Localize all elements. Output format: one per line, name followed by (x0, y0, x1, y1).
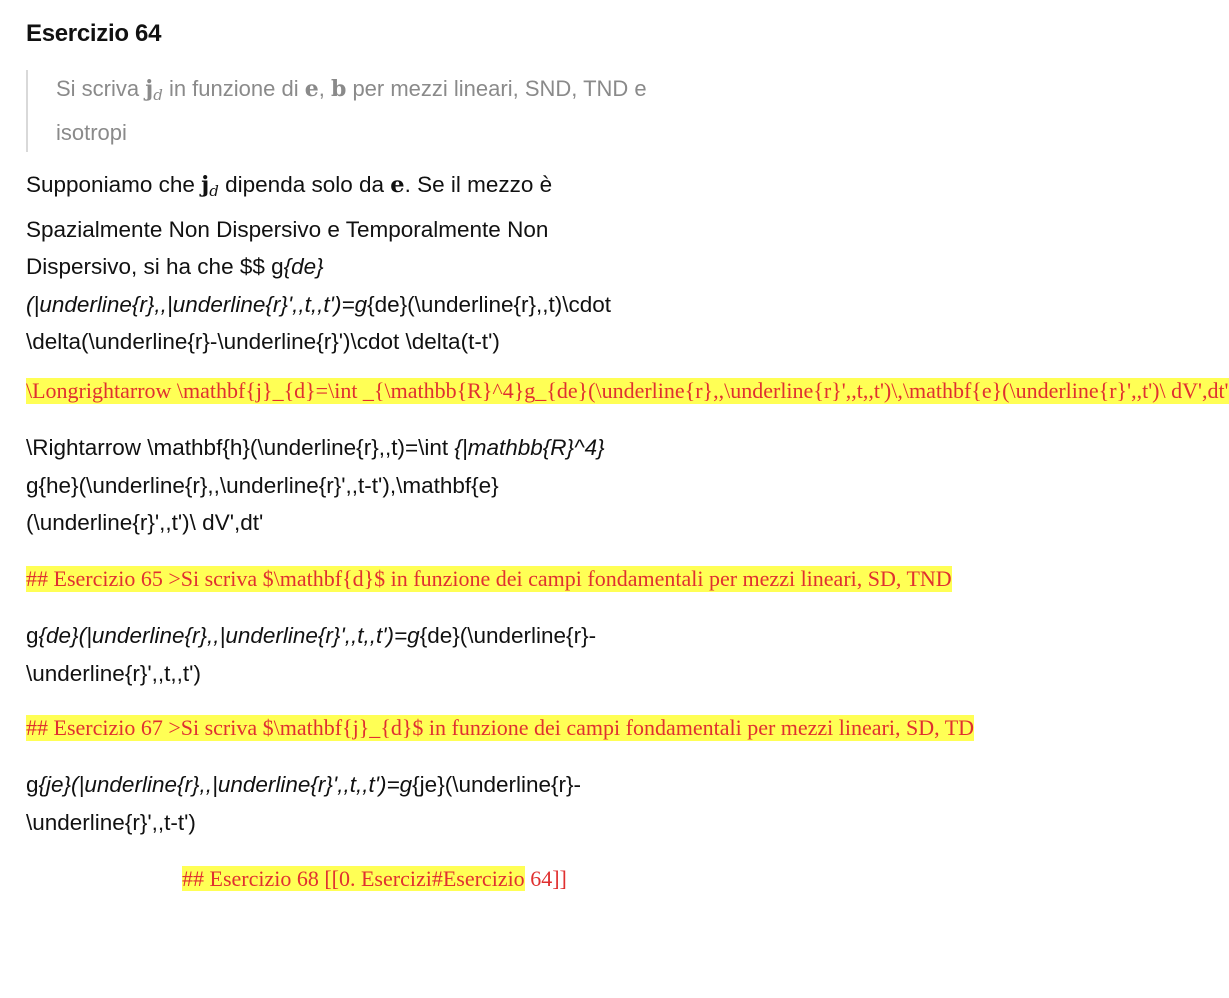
math-b: b (330, 76, 347, 102)
math-subscript: d (153, 86, 163, 104)
paragraph-4: g{je}(|underline{r},,|underline{r}',,t,,t')=g{je}(\underline{r}- \underline{r}',,t-t') (26, 772, 582, 835)
math-j: j (201, 172, 210, 198)
latex-error-block: ## Esercizio 67 >Si scriva $\mathbf{j}_{d}$ in funzione dei campi fondamentali per mezzi lineari, SD, TD (26, 715, 975, 740)
math-subscript: d (209, 182, 219, 200)
latex-error-block: \Longrightarrow \mathbf{j}_{d}=\int _{\mathbb{R}^4}g_{de}(\underline{r},,\underline{r}',,t,,t')\,\mathbf{e}(\underline{r}',,t')\ dV',dt' (26, 378, 1229, 403)
paragraph-3: g{de}(|underline{r},,|underline{r}',,t,,t')=g{de}(\underline{r}- \underline{r}',,t,,t') (26, 623, 597, 686)
math-e: e (390, 172, 405, 198)
latex-error-block: ## Esercizio 65 >Si scriva $\mathbf{d}$ in funzione dei campi fondamentali per mezzi lineari, SD, TND (26, 566, 952, 591)
math-j: j (145, 76, 154, 102)
page-title: Esercizio 64 (26, 20, 162, 47)
paragraph-2: \Rightarrow \mathbf{h}(\underline{r},,t)=\int {|mathbb{R}^4} g{he}(\underline{r},,\underline{r}',,t-t'),\mathbf{e} (\underline{r}',,t')\ dV',dt' (26, 435, 605, 535)
blockquote (26, 70, 776, 152)
wikilink-highlight: ## Esercizio 68 [[0. Esercizi#Esercizio (182, 866, 525, 891)
math-e: e (304, 76, 319, 102)
paragraph-1: Supponiamo che jd dipenda solo da e. Se il mezzo è Spazialmente Non Dispersivo e Temporalmente Non Dispersivo, si ha che $$ g{de} (|underline{r},,|underline{r}',,t,,t')=g{de}(\underline{r},,t)\cdot \delta(\underline{r}-\underline{r}')\cdot \delta(t-t') (26, 172, 612, 354)
latex-error-block: ## Esercizio 68 [[0. Esercizi#Esercizio 64]] (182, 866, 567, 891)
quote-line-2: isotropi (56, 120, 127, 145)
quote-line-1: Si scriva $j_d$ in funzione di e, b per mezzi lineari, SND, TND e (56, 76, 647, 104)
